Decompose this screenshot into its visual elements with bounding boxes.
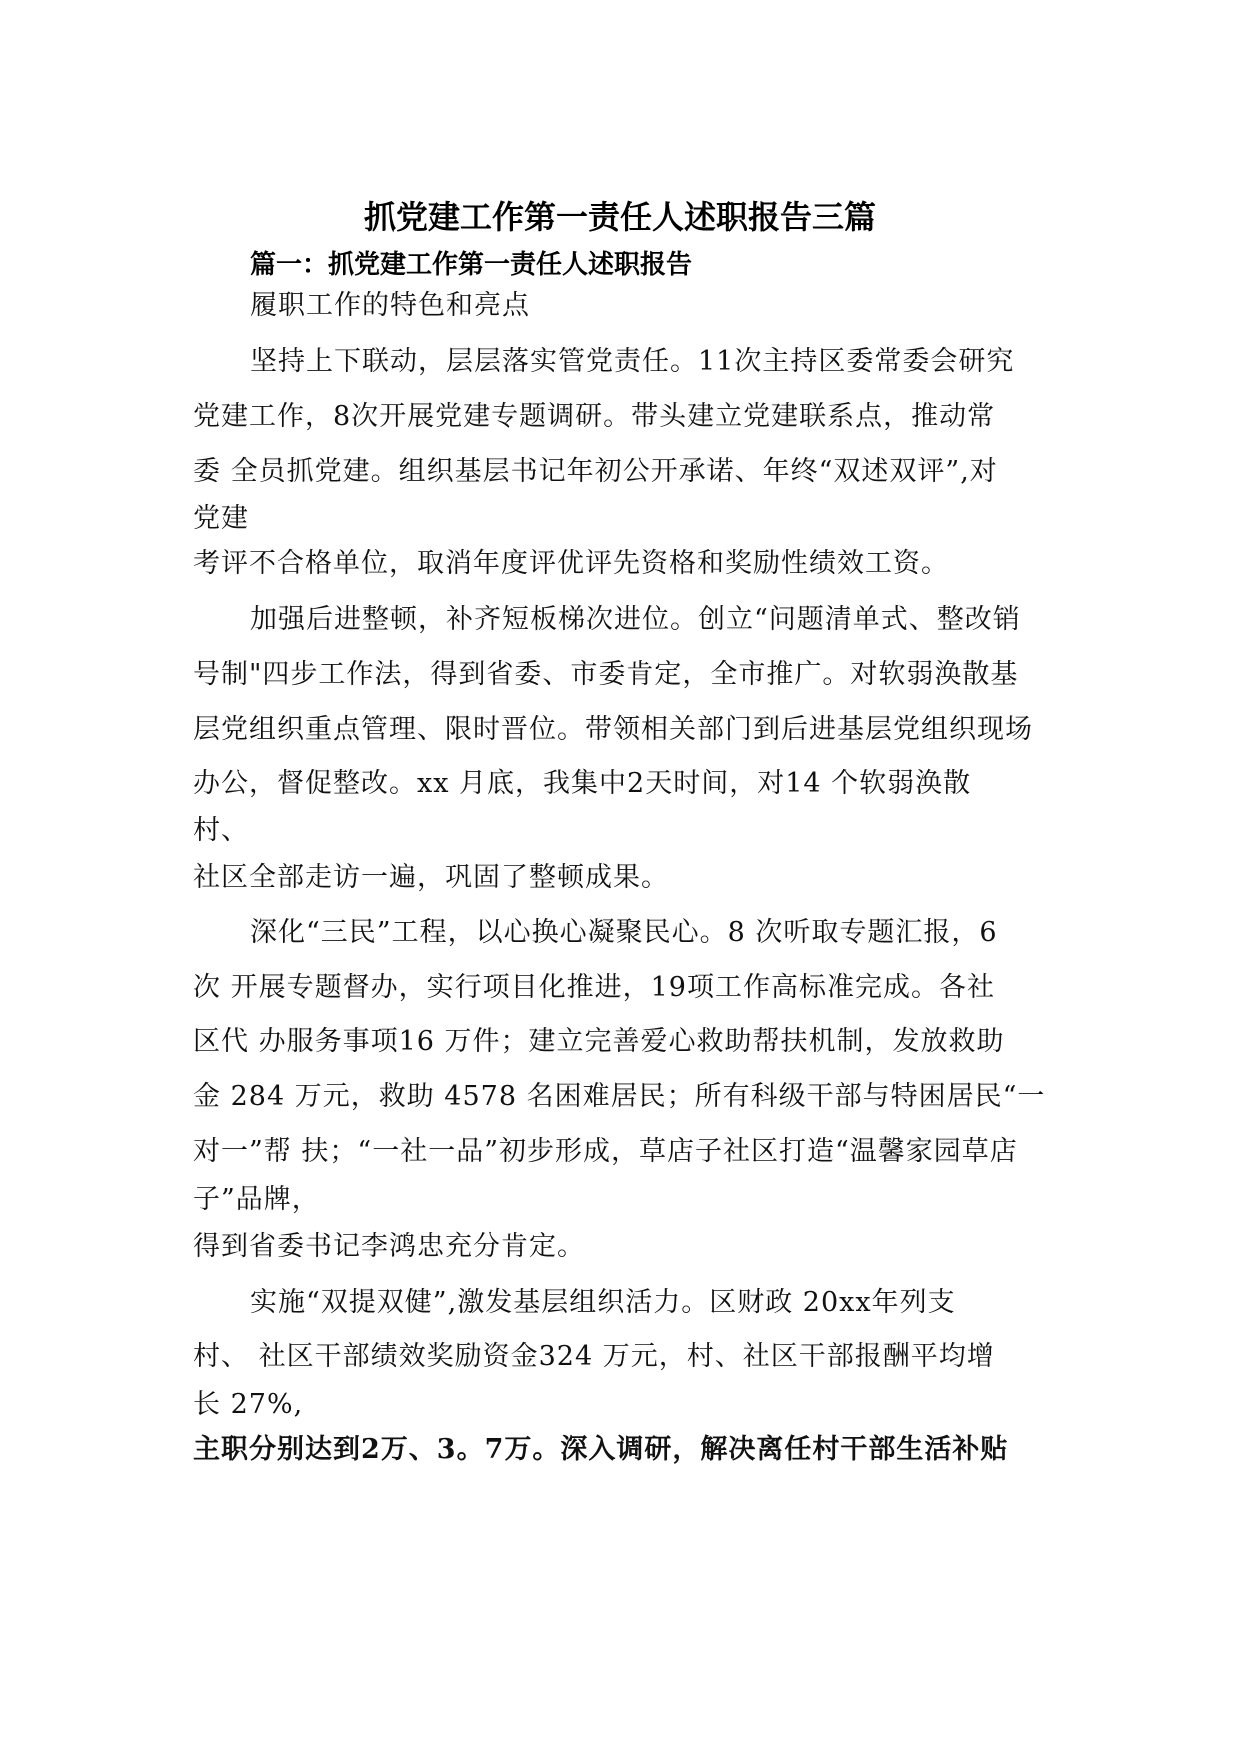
paragraph-line: 办公，督促整改。xx 月底，我集中2天时间，对14 个软弱涣散	[193, 768, 972, 799]
paragraph-line: 主职分别达到2万、3。7万。深入调研，解决离任村干部生活补贴	[193, 1434, 1009, 1465]
paragraph-line: 社区全部走访一遍，巩固了整顿成果。	[193, 862, 669, 893]
paragraph-line: 坚持上下联动，层层落实管党责任。11次主持区委常委会研究	[250, 346, 1015, 377]
paragraph-line: 号制"四步工作法，得到省委、市委肯定，全市推广。对软弱涣散基	[193, 659, 1019, 690]
section-heading: 篇一：抓党建工作第一责任人述职报告	[250, 250, 693, 280]
paragraph-line: 党建工作，8次开展党建专题调研。带头建立党建联系点，推动常	[193, 401, 996, 432]
paragraph-line: 村、	[193, 815, 249, 846]
paragraph-line: 加强后进整顿，补齐短板梯次进位。创立“问题清单式、整改销	[250, 604, 1021, 635]
paragraph-line: 次 开展专题督办，实行项目化推进，19项工作高标准完成。各社	[193, 972, 995, 1003]
paragraph-line: 金 284 万元，救助 4578 名困难居民；所有科级干部与特困居民“一	[193, 1081, 1046, 1112]
paragraph-line: 考评不合格单位，取消年度评优评先资格和奖励性绩效工资。	[193, 548, 949, 579]
paragraph-line: 实施“双提双健”,激发基层组织活力。区财政 20xx年列支	[250, 1287, 956, 1318]
paragraph-line: 得到省委书记李鸿忠充分肯定。	[193, 1231, 585, 1262]
paragraph-line: 对一”帮 扶；“一社一品”初步形成，草店子社区打造“温馨家园草店	[193, 1136, 1018, 1167]
paragraph-line: 党建	[193, 503, 249, 534]
paragraph-line: 区代 办服务事项16 万件；建立完善爱心救助帮扶机制，发放救助	[193, 1026, 1005, 1057]
paragraph-line: 长 27%,	[193, 1389, 304, 1420]
paragraph-line: 委 全员抓党建。组织基层书记年初公开承诺、年终“双述双评”,对	[193, 456, 998, 487]
paragraph-line: 履职工作的特色和亮点	[250, 290, 530, 321]
document-title: 抓党建工作第一责任人述职报告三篇	[363, 198, 876, 236]
paragraph-line: 子”品牌，	[193, 1184, 320, 1215]
paragraph-line: 村、 社区干部绩效奖励资金324 万元，村、社区干部报酬平均增	[193, 1341, 995, 1372]
paragraph-line: 层党组织重点管理、限时晋位。带领相关部门到后进基层党组织现场	[193, 714, 1033, 745]
paragraph-line: 深化“三民”工程，以心换心凝聚民心。8 次听取专题汇报，6	[250, 917, 998, 948]
